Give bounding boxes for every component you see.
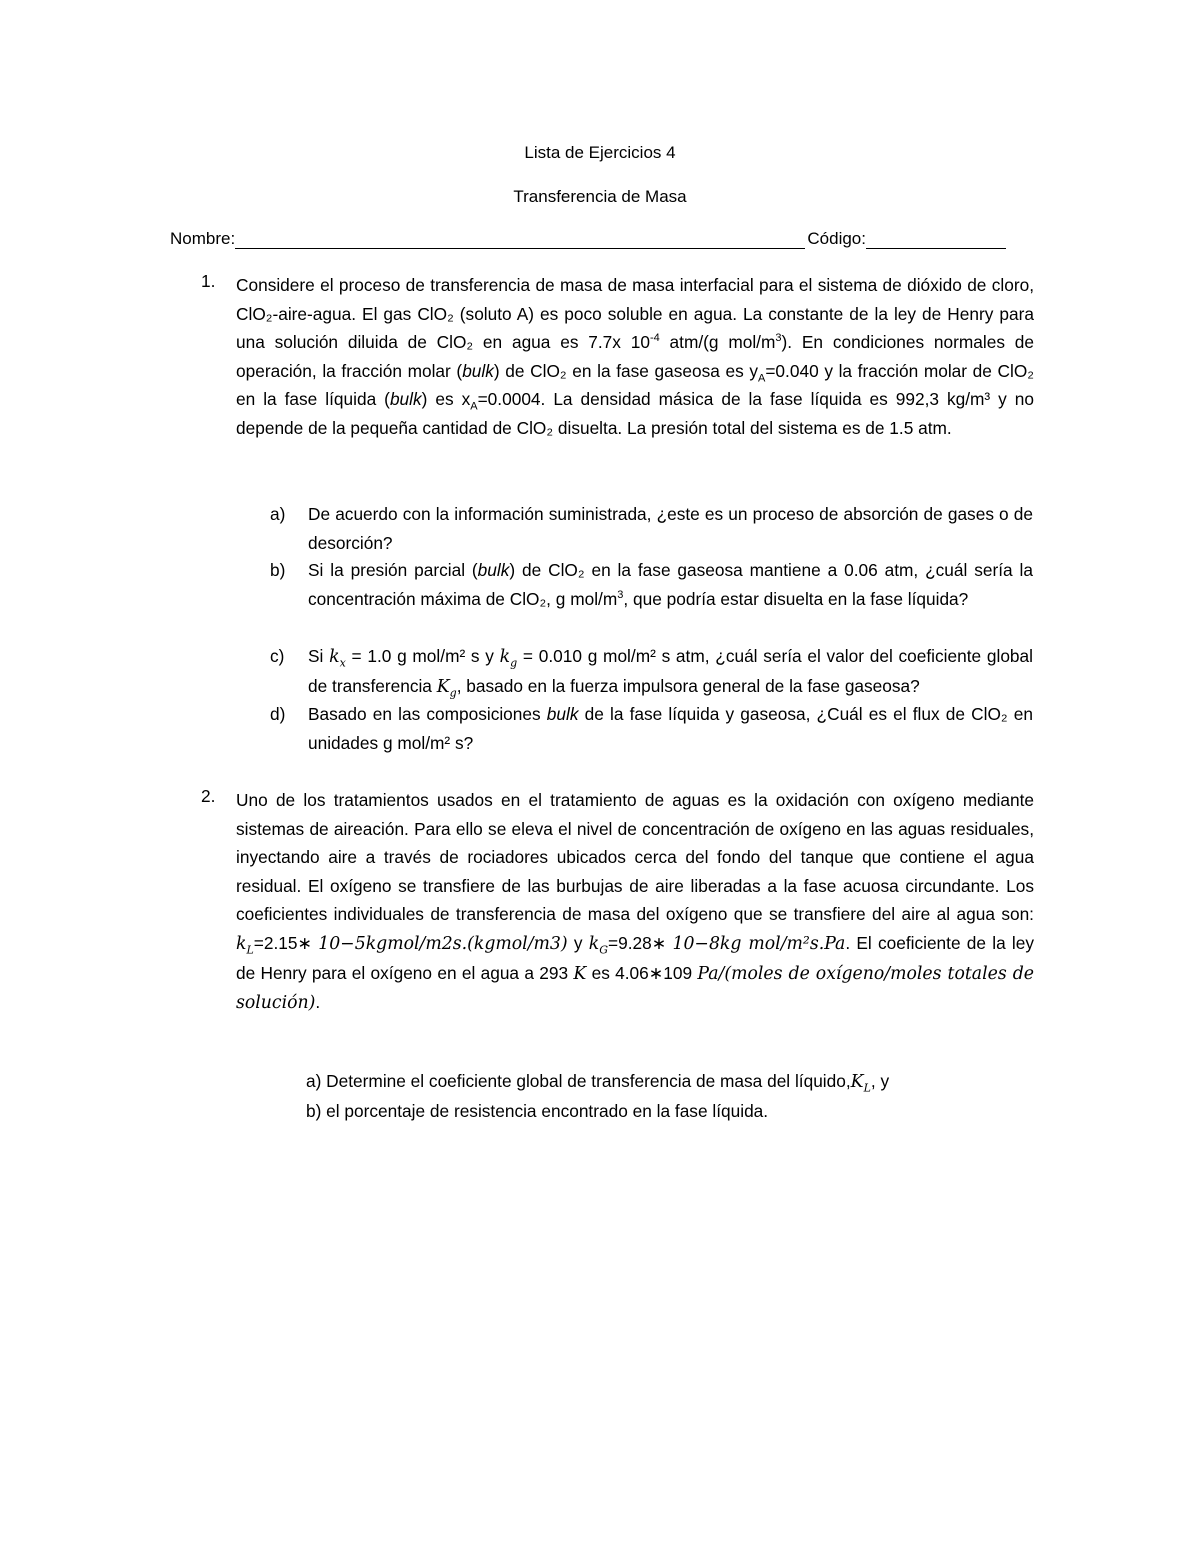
code-label: Código:	[807, 229, 866, 248]
part-label: a)	[270, 504, 286, 524]
part-label: c)	[270, 646, 285, 666]
exercise-1-statement: Considere el proceso de transferencia de masa de masa interfacial para el sistema de dióxido de cloro, ClO₂-aire-agua. El gas ClO₂ (soluto A) es poco soluble en agua. La constante de la ley de Henry para una solución diluida de ClO₂ en agua es 7.7x $10^{-4}$ atm/(g mol/$m^3$). En condiciones normales de operación, la fracción molar (bulk) de ClO₂ en la fase gaseosa es $y_A=0.040$ y la fracción molar de ClO₂ en la fase líquida (bulk) es $x_A=0.0004$. La densidad másica de la fase líquida es 992,3 kg/m³ y no depende de la pequeña cantidad de ClO₂ disuelta. La presión total del sistema es de 1.5 atm.	[236, 275, 1035, 438]
part-text: Si $k_x = 1.0$ g mol/m² s y $k_g = 0.010$ g mol/m² s atm, ¿cuál sería el valor del coeficiente global de transferencia $K_g$, basado en la fuerza impulsora general de la fase gaseosa?	[308, 646, 1033, 700]
name-code-row	[170, 229, 1006, 249]
exercise-2-part-b: b) el porcentaje de resistencia encontrado en la fase líquida.	[306, 1101, 769, 1121]
part-label: b)	[270, 560, 286, 580]
part-text: Si la presión parcial (bulk) de ClO₂ en la fase gaseosa mantiene a 0.06 atm, ¿cuál sería la concentración máxima de ClO₂, g mol/$m^3$, que podría estar disuelta en la fase líquida?	[308, 560, 1033, 609]
exercise-2-number: 2.	[201, 786, 216, 806]
part-label: d)	[270, 704, 286, 724]
exercise-1-number: 1.	[201, 271, 216, 291]
exercise-2-statement: Uno de los tratamientos usados en el tratamiento de aguas es la oxidación con oxígeno mediante sistemas de aireación. Para ello se eleva el nivel de concentración de oxígeno en las aguas residuales, inyectando aire a través de rociadores ubicados cerca del fondo del tanque que contiene el agua residual. El oxígeno se transfiere de las burbujas de aire liberadas a la fase acuosa circundante. Los coeficientes individuales de transferencia de masa del oxígeno que se transfiere del aire al agua son: $k_L=2.15∗$ 10−5kgmol/m2s.(kgmol/m3) y $k_G=9.28∗$ 10−8kg mol/m²s.Pa. El coeficiente de la ley de Henry para el oxígeno en el agua a 293 K es 4.06∗109 Pa/(moles de oxígeno/moles totales de solución).	[236, 790, 1035, 1014]
page-title: Lista de Ejercicios 4	[524, 143, 676, 162]
exercise-2-part-a: a) Determine el coeficiente global de transferencia de masa del $líquido,K_L$, y	[306, 1071, 890, 1095]
part-text: Basado en las composiciones bulk de la fase líquida y gaseosa, ¿Cuál es el flux de ClO₂ en unidades g mol/m² s?	[308, 704, 1033, 753]
name-blank	[235, 230, 805, 249]
name-label: Nombre:	[170, 229, 236, 248]
page-subtitle: Transferencia de Masa	[513, 187, 687, 206]
part-text: De acuerdo con la información suministrada, ¿este es un proceso de absorción de gases o de desorción?	[308, 504, 1033, 553]
code-blank	[866, 230, 1006, 249]
